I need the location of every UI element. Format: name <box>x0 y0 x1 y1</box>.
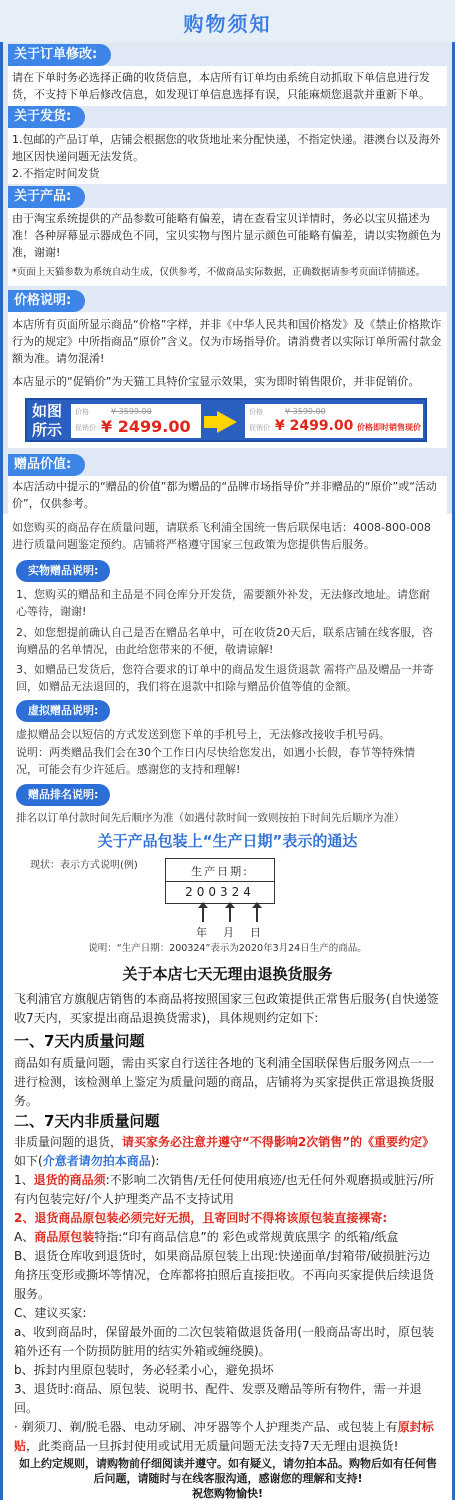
service-text: 如您购买的商品存在质量问题，请联系飞利浦全国统一售后联保电话：4008-800-008进行质量问题鉴定预约。店铺将严格遵守国家三包政策为您提供售后服务。 <box>12 521 431 551</box>
old-price-2: ¥ 3599.00 <box>285 407 326 416</box>
rule-a-3: 特指:“印有商品信息”的 彩色或常规黄底黑字 的纸箱/纸盒 <box>94 1230 399 1244</box>
price-card-before <box>71 404 201 438</box>
price-text-1: 本店所有页面所显示商品“价格”字样，并非《中华人民共和国价格发》及《禁止价格欺诈行为的规定》中所指商品“原价”含义。仅为市场指导价。请消费者以实际订单所需付款金额为准。请勿混淆! <box>12 318 442 365</box>
arrow-bar <box>204 416 218 428</box>
physical-item-1: 1、您购买的赠品和主品是不同仓库分开发货，需要额外补发，无法修改地址。请您耐心等待，谢谢! <box>16 588 430 618</box>
final-notice <box>14 1456 442 1486</box>
date-box-divider <box>166 881 274 882</box>
price-example-label: 如图所示 <box>31 402 62 439</box>
ranking-pill: 赠品排名说明: <box>16 784 110 806</box>
nq-intro-d: 介意者请勿拍本商品 <box>42 1154 151 1168</box>
rule-3: 3、退货时:商品、原包装、说明书、配件、发票及赠品等所有物件，需一并退回。 <box>14 1382 422 1415</box>
month-arrow-icon <box>229 906 231 922</box>
price-example <box>25 398 427 442</box>
final-a: 如上约定规则，请购物前仔细阅读并遵守。 <box>19 1457 228 1470</box>
rule-4-a: · 剃须刀、剃/脱毛器、电动牙刷、冲牙器等个人护理类产品、或包装上有 <box>14 1420 398 1434</box>
nq-intro-a: 非质量问题的退货， <box>14 1135 123 1149</box>
day-label: 日 <box>250 926 261 939</box>
quality-text: 商品如有质量问题，需由买家自行送往各地的飞利浦全国联保售后服务网点一一进行检测，该检测单上鉴定为质量问题的商品，店铺将为买家提供正常退换货服务。 <box>14 1056 435 1108</box>
rule-4-c: ，此类商品一旦拆封使用或试用无质量问题无法支持7天无理由退换货! <box>26 1439 399 1453</box>
rule-a-2: 商品原包装 <box>34 1230 95 1244</box>
date-box <box>165 858 275 904</box>
rule-1-c: :不影响二次销售/无任何使用痕迹/也无任何外观磨损或脏污/所有内包装完好/个人护理类产品不支持试用 <box>14 1173 434 1206</box>
date-note: 现状：表示方式说明(例) <box>30 860 138 871</box>
virtual-gift-pill: 虚拟赠品说明: <box>16 700 110 722</box>
price-card-after <box>245 404 423 438</box>
rule-a-1: A、 <box>14 1230 35 1244</box>
nq-intro-e: ): <box>150 1154 160 1168</box>
non-quality-heading: 二、7天内非质量问题 <box>14 1112 160 1130</box>
date-box-label: 生产日期: <box>191 865 249 878</box>
date-title: 关于产品包装上“生产日期”表示的通达 <box>97 832 358 850</box>
year-label: 年 <box>196 926 207 939</box>
return-title: 关于本店七天无理由退换货服务 <box>122 965 333 983</box>
price-row-label: 价格 <box>75 408 89 416</box>
year-arrow-icon <box>202 906 204 922</box>
rule-2: 2、退货商品原包装必须完好无损，且寄回时不得将该原包装直接裸寄: <box>14 1211 388 1225</box>
rule-a <box>14 1228 442 1247</box>
month-label: 月 <box>223 926 234 939</box>
physical-item-3: 3、如赠品已发货后，您符合要求的订单中的商品发生退货退款 需将产品及赠品一并寄回，如赠品无法退回的，我们将在退款中扣除与赠品价值等值的金额。 <box>16 663 434 693</box>
rule-4-b: 原封标贴 <box>14 1420 434 1453</box>
final-c: 祝您购物愉快! <box>191 1487 264 1500</box>
virtual-text-1: 虚拟赠品会以短信的方式发送到您下单的手机号上，无法修改接收手机号码。 <box>16 728 390 741</box>
promo-row-label: 促销价 <box>75 424 96 432</box>
price-label: 价格说明: <box>8 290 85 312</box>
page-title: 购物须知 <box>183 12 272 36</box>
product-text: 由于淘宝系统提供的产品参数可能略有偏差，请在查看宝贝详情时，务必以宝贝描述为准！各种屏幕显示器成色不同，宝贝实物与图片显示颜色可能略有偏差，请以实物颜色为准，谢谢! <box>12 212 441 259</box>
return-intro: 飞利浦官方旗舰店销售的本商品将按照国家三包政策提供正常售后服务(自快递签收7天内，买家提出商品退换货需求)，具体规则约定如下: <box>14 992 439 1025</box>
shipping-line-1: 1.包邮的产品订单，店铺会根据您的收货地址来分配快递，不指定快递。港澳台以及海外地区因快递问题无法发货。 <box>12 133 441 163</box>
product-note: *页面上天猫参数为系统自动生成，仅供参考，不做商品实际数据，正确数据请参考页面详情描述。 <box>12 267 426 278</box>
date-box-value: 200324 <box>185 885 255 899</box>
gift-label: 赠品价值: <box>8 454 85 476</box>
physical-item-2: 2、如您想提前确认自己是否在赠品名单中，可在收货20天后，联系店铺在线客服，咨询赠品的名单情况，由此给您带来的不便，敬请谅解! <box>16 626 433 656</box>
nq-intro-c: 如下( <box>14 1154 43 1168</box>
date-explain: 说明：“生产日期：200324”表示为2020年3月24日生产的商品。 <box>88 943 367 954</box>
day-arrow-icon <box>256 906 258 922</box>
shipping-label: 关于发货: <box>8 106 85 128</box>
old-price: ¥ 3599.00 <box>111 407 152 416</box>
rule-b: B、退货仓库收到退货时，如果商品原包装上出现:快递面单/封箱带/破损脏污边角挤压变形或撕坏等情况，仓库都将拍照后直接拒收。不再向买家提供后续退货服务。 <box>14 1249 435 1301</box>
rule-c-1: a、收到商品时，保留最外面的二次包装箱做退货备用(一般商品寄出时，原包装箱外还有一个防损防脏用的结实外箱或缠绕膜)。 <box>14 1325 435 1358</box>
physical-gift-pill: 实物赠品说明: <box>16 560 110 582</box>
gift-text: 本店活动中提示的“赠品的价值”都为赠品的“品牌市场指导价”并非赠品的“原价”或“活动价”，仅供参考。 <box>12 480 437 510</box>
quality-heading: 一、7天内质量问题 <box>14 1032 145 1050</box>
new-price-2: ¥ 2499.00 <box>275 418 354 434</box>
price-row-label-2: 价格 <box>249 408 263 416</box>
ranking-text: 排名以订单付款时间先后顺序为准（如遇付款时间一致则按拍下时间先后顺序为准） <box>16 812 405 824</box>
order-label: 关于订单修改: <box>8 44 111 66</box>
order-text: 请在下单时务必选择正确的收货信息，本店所有订单均由系统自动抓取下单信息进行发货，不支持下单后修改信息，如发现订单信息选择有误，只能麻烦您退款并重新下单。 <box>12 71 430 101</box>
rule-1-b: 退货的商品须 <box>33 1173 106 1187</box>
promo-row-label-2: 促销价 <box>249 424 270 432</box>
price-note: 价格即时销售现价 <box>357 423 421 432</box>
rule-c: C、建议买家: <box>14 1306 87 1320</box>
rule-1 <box>14 1171 442 1209</box>
rule-c-2: b、拆封内里原包装时，务必轻柔小心，避免损坏 <box>14 1363 274 1377</box>
non-quality-intro <box>14 1133 442 1171</box>
rule-4 <box>14 1418 442 1456</box>
final-b: 如有疑义，请勿拍本品。购物后如有任何售后问题，请随时与在线客服沟通，感谢您的理解和支持! <box>93 1457 437 1485</box>
product-label: 关于产品: <box>8 186 85 208</box>
shipping-line-2: 2.不指定时间发货 <box>12 167 100 180</box>
new-price: ¥ 2499.00 <box>101 417 191 436</box>
price-text-2: 本店显示的“促销价”为天猫工具特价宝显示效果，实为即时销售限价，并非促销价。 <box>12 375 420 388</box>
virtual-text-2: 说明：两类赠品我们会在30个工作日内尽快给您发出，如遇小长假，春节等特殊情况，可能会有少许延后。感谢您的支持和理解! <box>16 746 415 776</box>
nq-intro-b: 请买家务必注意并遵守“不得影响2次销售”的《重要约定》 <box>122 1135 435 1149</box>
arrow-right-icon <box>217 411 237 433</box>
rule-1-a: 1、 <box>14 1173 34 1187</box>
